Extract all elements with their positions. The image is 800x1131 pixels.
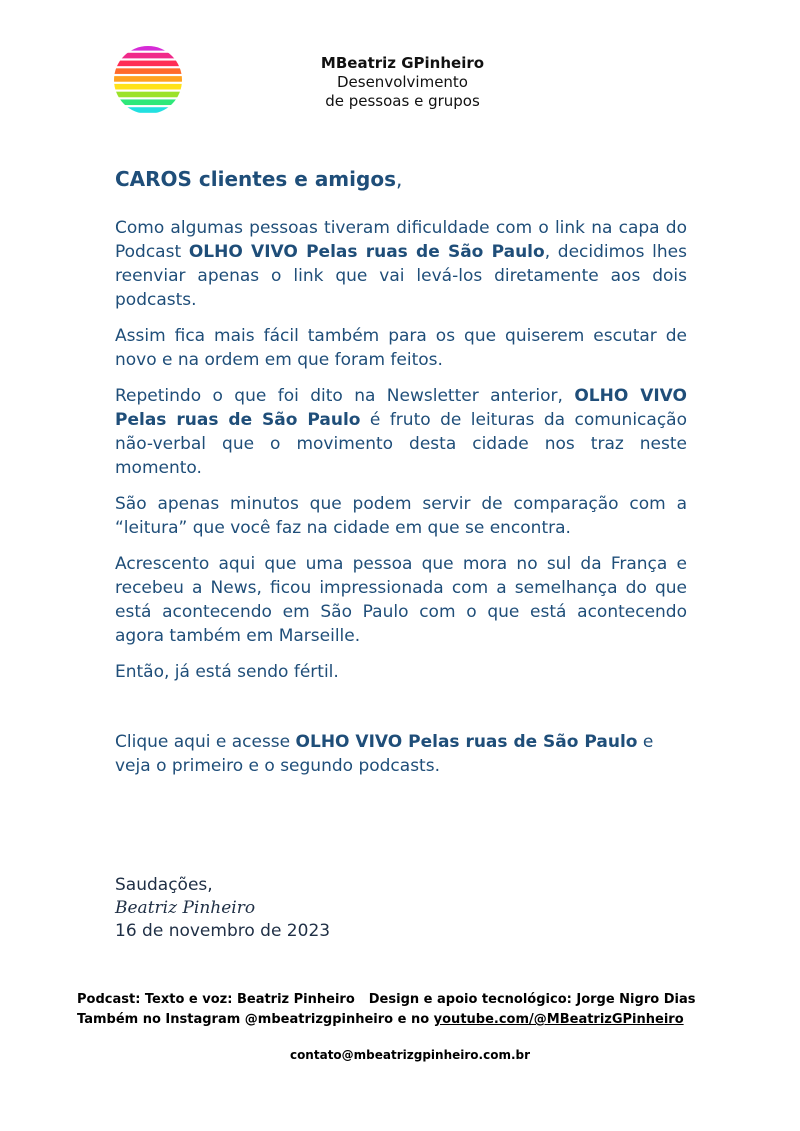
letter-greeting: [115, 165, 687, 193]
logo-stripe: [113, 84, 183, 90]
letter-signoff: [115, 873, 330, 943]
greeting-text: CAROS clientes e amigos: [115, 167, 396, 191]
logo-stripe: [113, 99, 183, 105]
logo-stripe: [113, 107, 183, 113]
letter-body: [115, 165, 687, 790]
logo-stripe: [113, 53, 183, 59]
paragraph-2: Assim fica mais fácil também para os que quiserem escutar de novo e na ordem em que foram feitos.: [115, 326, 687, 370]
paragraph-3: [115, 384, 687, 480]
brand-tagline-line2: de pessoas e grupos: [325, 92, 480, 110]
signature: Beatriz Pinheiro: [115, 898, 256, 918]
brand-name: MBeatriz GPinheiro: [320, 54, 485, 72]
credits-voice: Podcast: Texto e voz: Beatriz Pinheiro: [77, 992, 355, 1007]
footer-credits-line: [77, 990, 737, 1010]
greeting-punctuation: ,: [395, 167, 403, 191]
youtube-link[interactable]: youtube.com/@MBeatrizGPinheiro: [433, 1012, 684, 1027]
brand-logo: [113, 45, 183, 115]
social-prefix: Também no Instagram @mbeatrizgpinheiro e no: [77, 1012, 434, 1027]
logo-stripe: [113, 61, 183, 67]
credits-design: Design e apoio tecnológico: Jorge Nigro Dias: [368, 992, 696, 1007]
paragraph-1-before: Como algumas pessoas tiveram dificuldade com o link na capa do Podcast: [115, 218, 687, 262]
podcast-title-2: OLHO VIVO Pelas ruas de São Paulo: [115, 386, 687, 430]
striped-circle-logo-icon: [113, 45, 183, 115]
footer-credits: [77, 990, 737, 1030]
paragraph-5: Acrescento aqui que uma pessoa que mora no sul da França e recebeu a News, ficou impressionada com a semelhança do que está acontecendo em São Paulo com o que está acontecendo agora também em Marseille.: [115, 554, 687, 646]
paragraph-6: Então, já está sendo fértil.: [115, 662, 339, 682]
podcast-link[interactable]: OLHO VIVO Pelas ruas de São Paulo: [295, 732, 638, 752]
podcast-title-1: OLHO VIVO Pelas ruas de São Paulo: [188, 242, 545, 262]
paragraph-3-after: é fruto de leituras da comunicação não-verbal que o movimento desta cidade nos traz neste momento.: [115, 410, 687, 478]
logo-stripe: [113, 76, 183, 82]
cta-before: Clique aqui e acesse: [115, 732, 296, 752]
paragraph-1-after: , decidimos lhes reenviar apenas o link que vai levá-los diretamente aos dois podcasts.: [115, 242, 687, 310]
paragraph-1: [115, 216, 687, 312]
contact-email[interactable]: contato@mbeatrizgpinheiro.com.br: [289, 1048, 531, 1062]
paragraph-3-before: Repetindo o que foi dito na Newsletter anterior,: [115, 386, 575, 406]
logo-stripe: [113, 45, 183, 51]
logo-stripe: [113, 68, 183, 74]
logo-stripe: [113, 92, 183, 98]
salutation: Saudações,: [115, 875, 213, 895]
brand-tagline-line1: Desenvolvimento: [336, 73, 468, 91]
brand-header: [300, 53, 505, 111]
call-to-action: [115, 730, 687, 778]
footer-social-line: [77, 1010, 737, 1030]
letter-date: 16 de novembro de 2023: [115, 921, 331, 941]
cta-after: e veja o primeiro e o segundo podcasts.: [115, 732, 654, 776]
paragraph-4: São apenas minutos que podem servir de comparação com a “leitura” que você faz na cidade em que se encontra.: [115, 494, 687, 538]
